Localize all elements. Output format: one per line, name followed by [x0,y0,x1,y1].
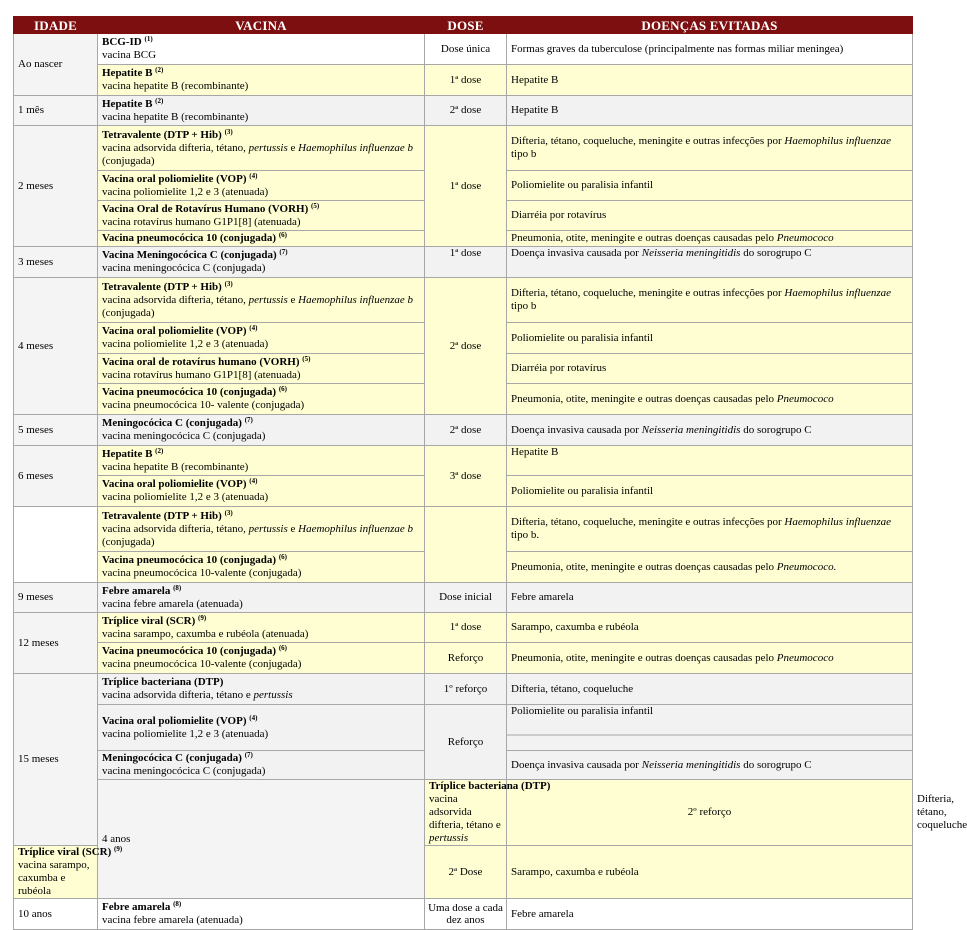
vaccine-desc: vacina pneumocócica 10-valente (conjugada) [102,658,302,670]
vaccine-desc: vacina adsorvida difteria, tétano, pertussis e Haemophilus influenzae b (conjugada) [102,141,414,167]
footnote-ref: (2) [155,96,164,105]
vaccine-name: Hepatite B [102,97,153,110]
disease-cell: Doença invasiva causada por Neisseria meningitidis do sorogrupo C [507,247,913,278]
age-cell: 4 meses [14,278,98,415]
vaccine-cell [98,899,425,930]
table-row [14,415,913,446]
footnote-ref: (4) [249,324,258,332]
table-row [14,96,913,126]
vaccine-desc: vacina febre amarela (atenuada) [102,597,243,610]
vaccine-cell [98,231,425,247]
footnote-ref: (9) [114,845,123,853]
footnote-ref: (6) [278,385,287,393]
age-cell: 10 anos [14,899,98,930]
header-row [14,17,913,34]
vaccine-cell [98,751,425,780]
dose-cell: 1º reforço [425,674,507,705]
vaccine-desc: vacina adsorvida difteria, tétano e pertussis [429,793,501,844]
age-cell: 4 anos [98,780,425,899]
footnote-ref: (5) [311,201,320,210]
footnote-ref: (7) [244,751,253,759]
header-age: IDADE [14,17,98,34]
footnote-ref: (7) [244,416,253,424]
vaccine-name: Vacina oral de rotavírus humano (VORH) [102,355,300,368]
age-cell: 9 meses [14,583,98,613]
vaccine-name: BCG-ID [102,36,142,48]
vaccine-desc: vacina pneumocócica 10- valente (conjugada) [102,399,305,411]
dose-cell: 3ª dose [425,446,507,507]
vaccine-name: Vacina Meningocócica C (conjugada) [102,249,277,261]
vaccine-name: Tríplice viral (SCR) [102,614,196,627]
vaccine-desc: vacina hepatite B (recombinante) [102,110,249,123]
age-cell [14,507,98,583]
vaccine-desc: vacina hepatite B (recombinante) [102,80,249,92]
age-cell: 6 meses [14,446,98,507]
disease-cell: Pneumonia, otite, meningite e outras doenças causadas pelo Pneumococo [507,384,913,415]
vaccine-desc: vacina rotavírus humano G1P1[8] (atenuada) [102,368,301,381]
vaccine-name: Meningocócica C (conjugada) [102,417,242,429]
vaccine-name: Vacina oral poliomielite (VOP) [102,325,247,337]
vaccine-cell [98,415,425,446]
table-row: 4 anos Tríplice bacteriana (DTP) vacina adsorvida difteria, tétano e pertussis 2º reforço Difteria, tétano, coqueluche [14,780,913,846]
vaccine-name: Tríplice bacteriana (DTP) [102,676,224,688]
header-dose: DOSE [425,17,507,34]
footnote-ref: (4) [249,171,258,180]
footnote-ref: (2) [155,66,164,74]
dose-cell: 2ª dose [425,278,507,415]
footnote-ref: (6) [278,231,287,239]
vaccine-name: Tetravalente (DTP + Hib) [102,509,222,522]
footnote-ref: (2) [155,446,164,455]
disease-cell: Diarréia por rotavírus [507,354,913,384]
dose-cell: 2ª dose [425,96,507,126]
disease-cell: Pneumonia, otite, meningite e outras doenças causadas pelo Pneumococo [507,643,913,674]
footnote-ref: (3) [224,508,233,517]
vaccine-cell [425,780,551,846]
vaccine-cell [98,476,425,507]
vaccine-name: Tríplice bacteriana (DTP) [429,780,551,792]
dose-cell [425,507,507,583]
age-cell: 5 meses [14,415,98,446]
dose-cell: Dose inicial [425,583,507,613]
footnote-ref: (6) [278,644,287,652]
disease-cell: Sarampo, caxumba e rubéola [507,846,913,899]
vaccine-desc: vacina meningocócica C (conjugada) [102,430,266,442]
vaccine-cell [98,323,425,354]
vaccine-cell [98,34,425,65]
vaccine-name: Vacina pneumocócica 10 (conjugada) [102,386,277,398]
dose-cell: 2ª dose [425,415,507,446]
table-row [14,247,913,278]
table-row [14,674,913,705]
vaccine-cell [98,65,425,96]
footnote-ref: (9) [198,613,207,622]
table-row [14,613,913,643]
disease-cell: Hepatite B [507,96,913,126]
vaccine-cell [98,247,425,278]
vaccine-desc: vacina poliomielite 1,2 e 3 (atenuada) [102,727,269,740]
dose-cell: Reforço [425,643,507,674]
age-cell: 1 mês [14,96,98,126]
disease-cell: Difteria, tétano, coqueluche, meningite e outras infecções por Haemophilus influenzae tipo b [507,278,913,323]
vaccine-desc: vacina sarampo, caxumba e rubéola [18,859,90,897]
vaccine-name: Vacina oral poliomielite (VOP) [102,714,247,727]
table-row [14,126,913,171]
vaccine-cell [98,201,425,231]
disease-cell: Diarréia por rotavírus [507,201,913,231]
vaccination-calendar-table [13,16,967,930]
table-row [14,507,913,552]
vaccine-name: Hepatite B [102,447,153,460]
disease-cell: Difteria, tétano, coqueluche, meningite e outras infecções por Haemophilus influenzae tipo b. [507,507,913,552]
footnote-ref: (3) [224,279,233,288]
footnote-ref: (8) [173,900,182,908]
table-row [14,583,913,613]
vaccine-desc: vacina hepatite B (recombinante) [102,460,249,473]
vaccine-desc: vacina pneumocócica 10-valente (conjugada) [102,567,302,579]
vaccine-cell [98,583,425,613]
dose-cell: 1ª dose [425,65,507,96]
age-cell: 15 meses [14,674,98,846]
disease-cell: Poliomielite ou paralisia infantil [507,323,913,354]
dose-cell: Uma dose a cada dez anos [425,899,507,930]
table-row [14,446,913,476]
dose-cell: 1ª dose [425,613,507,643]
vaccine-cell [14,845,123,899]
vaccine-cell [98,171,425,201]
vaccine-name: Vacina oral poliomielite (VOP) [102,478,247,490]
vaccine-cell [98,354,425,384]
vaccine-name: Vacina Oral de Rotavírus Humano (VORH) [102,202,309,215]
footnote-ref: (7) [279,248,288,256]
disease-cell: Pneumonia, otite, meningite e outras doenças causadas pelo Pneumococo. [507,552,913,583]
disease-cell: Hepatite B [507,446,913,476]
age-cell: 3 meses [14,247,98,278]
vaccine-name: Vacina oral poliomielite (VOP) [102,172,247,185]
vaccine-desc: vacina poliomielite 1,2 e 3 (atenuada) [102,185,269,198]
vaccine-name: Tetravalente (DTP + Hib) [102,128,222,141]
vaccine-cell [98,613,425,643]
dose-cell: 2º reforço [507,780,913,846]
vaccine-desc: vacina adsorvida difteria, tétano e pertussis [102,689,293,701]
age-cell: 2 meses [14,126,98,247]
vaccine-cell [98,278,425,323]
vaccine-name: Febre amarela [102,584,171,597]
vaccine-desc: vacina meningocócica C (conjugada) [102,262,266,274]
disease-cell: Poliomielite ou paralisia infantil [507,705,913,751]
vaccine-name: Vacina pneumocócica 10 (conjugada) [102,645,277,657]
dose-cell: 1ª dose [425,247,507,278]
vaccine-cell [98,705,425,751]
footnote-ref: (6) [278,553,287,561]
vaccine-name: Vacina pneumocócica 10 (conjugada) [102,232,277,244]
vaccine-desc: vacina adsorvida difteria, tétano, pertussis e Haemophilus influenzae b (conjugada) [102,522,414,548]
table-row [14,899,913,930]
dose-cell: Reforço [425,705,507,780]
vaccine-desc: vacina BCG [102,49,157,61]
vaccine-cell [98,96,425,126]
disease-cell: Formas graves da tuberculose (principalmente nas formas miliar meningea) [507,34,913,65]
vaccine-cell [98,384,425,415]
vaccine-name: Meningocócica C (conjugada) [102,752,242,764]
disease-cell: Febre amarela [507,899,913,930]
header-diseases: DOENÇAS EVITADAS [507,17,913,34]
disease-cell: Doença invasiva causada por Neisseria meningitidis do sorogrupo C [507,751,913,780]
dose-cell: 2ª Dose [425,846,507,899]
vaccine-cell [98,674,425,705]
disease-cell: Difteria, tétano, coqueluche, meningite e outras infecções por Haemophilus influenzae tipo b [507,126,913,171]
disease-cell: Hepatite B [507,65,913,96]
age-cell: Ao nascer [14,34,98,96]
footnote-ref: (8) [173,583,182,592]
footnote-ref: (4) [249,713,258,722]
dose-cell: 1ª dose [425,126,507,247]
disease-cell: Poliomielite ou paralisia infantil [507,476,913,507]
disease-cell: Poliomielite ou paralisia infantil [507,171,913,201]
vaccine-cell [98,643,425,674]
footnote-ref: (1) [144,35,153,43]
table-row [14,34,913,65]
footnote-ref: (3) [224,127,233,136]
vaccine-cell [98,446,425,476]
vaccine-desc: vacina poliomielite 1,2 e 3 (atenuada) [102,338,269,350]
disease-cell: Febre amarela [507,583,913,613]
vaccine-desc: vacina meningocócica C (conjugada) [102,765,266,777]
vaccine-cell [98,126,425,171]
vaccine-desc: vacina febre amarela (atenuada) [102,914,243,926]
age-cell: 12 meses [14,613,98,674]
vaccine-name: Hepatite B [102,67,153,79]
vaccine-name: Tetravalente (DTP + Hib) [102,280,222,293]
vaccine-name: Tríplice viral (SCR) [18,846,112,858]
vaccine-desc: vacina adsorvida difteria, tétano, pertussis e Haemophilus influenzae b (conjugada) [102,293,414,319]
table-row [14,278,913,323]
disease-cell: Doença invasiva causada por Neisseria meningitidis do sorogrupo C [507,415,913,446]
header-vaccine: VACINA [98,17,425,34]
footnote-ref: (5) [302,354,311,363]
table-row [14,643,913,674]
vaccine-desc: vacina sarampo, caxumba e rubéola (atenuada) [102,627,309,640]
disease-cell: Difteria, tétano, coqueluche [507,674,913,705]
vaccine-desc: vacina rotavírus humano G1P1[8] (atenuada) [102,215,301,228]
table-row [14,705,913,751]
disease-cell: Pneumonia, otite, meningite e outras doenças causadas pelo Pneumococo [507,231,913,247]
table-row [14,65,913,96]
vaccine-name: Febre amarela [102,901,171,913]
vaccine-cell [98,552,425,583]
footnote-ref: (4) [249,477,258,485]
disease-cell: Sarampo, caxumba e rubéola [507,613,913,643]
vaccine-desc: vacina poliomielite 1,2 e 3 (atenuada) [102,491,269,503]
vaccine-name: Vacina pneumocócica 10 (conjugada) [102,554,277,566]
dose-cell: Dose única [425,34,507,65]
vaccine-cell [98,507,425,552]
